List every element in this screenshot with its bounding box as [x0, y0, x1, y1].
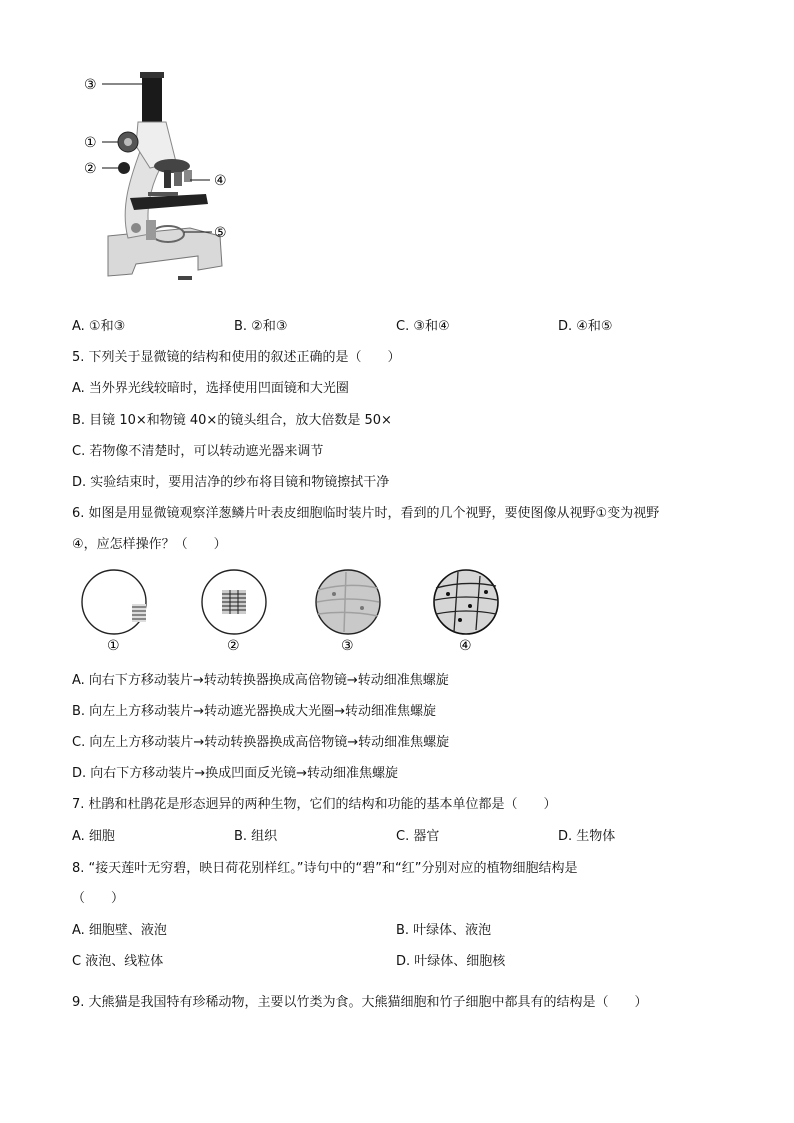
view-label-2: ②: [227, 638, 240, 654]
microscope-label-5: ⑤: [214, 225, 227, 241]
q5-option-d: D. 实验结束时，要用洁净的纱布将目镜和物镜擦拭干净: [72, 475, 390, 490]
q6-option-b: B. 向左上方移动装片→转动遮光器换成大光圈→转动细准焦螺旋: [72, 704, 436, 719]
q8-option-a: A. 细胞壁、液泡: [72, 923, 167, 938]
q4-option-b: B. ②和③: [234, 319, 288, 334]
q5-option-a: A. 当外界光线较暗时，选择使用凹面镜和大光圈: [72, 381, 349, 396]
q5-option-c: C. 若物像不清楚时，可以转动遮光器来调节: [72, 444, 324, 459]
q7-option-c: C. 器官: [396, 829, 440, 844]
q9-stem: 9. 大熊猫是我国特有珍稀动物，主要以竹类为食。大熊猫细胞和竹子细胞中都具有的结构是（ ）: [72, 995, 648, 1010]
view-4: [434, 570, 498, 654]
q7-option-b: B. 组织: [234, 829, 278, 844]
q6-views-figure: [76, 564, 506, 656]
q6-option-d: D. 向右下方移动装片→换成凹面反光镜→转动细准焦螺旋: [72, 766, 399, 781]
microscope-label-4: ④: [214, 173, 227, 189]
view-label-3: ③: [341, 638, 354, 654]
q8-option-b: B. 叶绿体、液泡: [396, 923, 492, 938]
view-2: [202, 570, 266, 654]
q8-stem-line2: （ ）: [72, 891, 125, 906]
q8-option-d: D. 叶绿体、细胞核: [396, 954, 506, 969]
q7-option-a: A. 细胞: [72, 829, 115, 844]
microscope-figure: [80, 68, 250, 296]
q4-option-d: D. ④和⑤: [558, 319, 613, 334]
q5-option-b: B. 目镜 10×和物镜 40×的镜头组合，放大倍数是 50×: [72, 413, 392, 428]
view-label-4: ④: [459, 638, 472, 654]
microscope-label-2: ②: [84, 161, 97, 177]
q6-option-c: C. 向左上方移动装片→转动转换器换成高倍物镜→转动细准焦螺旋: [72, 735, 450, 750]
q4-option-c: C. ③和④: [396, 319, 450, 334]
view-label-1: ①: [107, 638, 120, 654]
microscope-label-1: ①: [84, 135, 97, 151]
q6-stem-line1: 6. 如图是用显微镜观察洋葱鳞片叶表皮细胞临时装片时，看到的几个视野，要使图像从视野①变为视野: [72, 506, 660, 521]
q4-option-a: A. ①和③: [72, 319, 126, 334]
q5-stem: 5. 下列关于显微镜的结构和使用的叙述正确的是（ ）: [72, 350, 401, 365]
q8-stem-line1: 8. “接天莲叶无穷碧，映日荷花别样红。”诗句中的“碧”和“红”分别对应的植物细胞结构是: [72, 861, 578, 876]
view-1: [82, 570, 146, 654]
q7-stem: 7. 杜鹃和杜鹃花是形态迥异的两种生物，它们的结构和功能的基本单位都是（ ）: [72, 797, 557, 812]
view-3: [316, 570, 380, 654]
q6-option-a: A. 向右下方移动装片→转动转换器换成高倍物镜→转动细准焦螺旋: [72, 673, 449, 688]
microscope-label-3: ③: [84, 77, 97, 93]
q7-option-d: D. 生物体: [558, 829, 616, 844]
q8-option-c: C 液泡、线粒体: [72, 954, 164, 969]
q6-stem-line2: ④，应怎样操作？（ ）: [72, 537, 227, 552]
